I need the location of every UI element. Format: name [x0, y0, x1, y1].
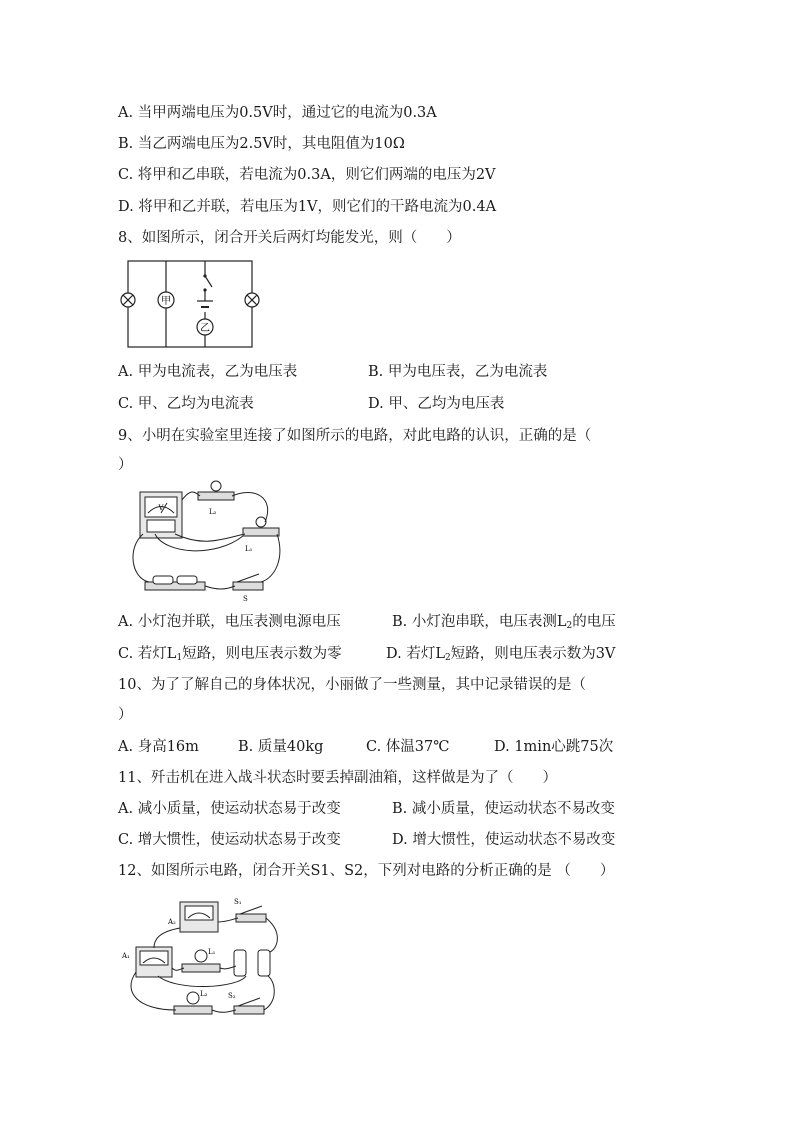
q8-stem: 8、如图所示，闭合开关后两灯均能发光，则（ ）: [118, 230, 461, 246]
q7-option-c: C. 将甲和乙串联，若电流为0.3A，则它们两端的电压为2V: [118, 167, 496, 183]
q8-option-a: A. 甲为电流表，乙为电压表: [118, 364, 298, 380]
q11-stem: 11、歼击机在进入战斗状态时要丢掉副油箱，这样做是为了（ ）: [118, 770, 557, 786]
q9-stem: 9、小明在实验室里连接了如图所示的电路，对此电路的认识，正确的是（: [118, 428, 592, 444]
q8-option-d: D. 甲、乙均为电压表: [368, 396, 505, 412]
q9-lamp-l2-label: L₂: [209, 508, 217, 516]
q12-lamp-l1-label: L₁: [208, 948, 216, 956]
q8-meter-yi-label: 乙: [200, 323, 210, 334]
q10-option-c: C. 体温37℃: [366, 739, 450, 755]
q10-stem-paren: ）: [118, 707, 133, 723]
q8-option-c: C. 甲、乙均为电流表: [118, 396, 254, 412]
q9-voltmeter-label: V: [158, 504, 164, 512]
q8-meter-jia-label: 甲: [161, 296, 171, 307]
q8-option-b: B. 甲为电压表，乙为电流表: [368, 364, 548, 380]
q12-ammeter-a2-label: A₂: [168, 918, 176, 926]
q12-ammeter-a1-label: A₁: [122, 952, 130, 960]
q9-lamp-l1-label: L₁: [245, 545, 253, 553]
q11-option-a: A. 减小质量，使运动状态易于改变: [118, 801, 341, 817]
q7-option-d: D. 将甲和乙并联，若电压为1V，则它们的干路电流为0.4A: [118, 199, 497, 215]
q10-option-b: B. 质量40kg: [238, 739, 324, 755]
q11-option-b: B. 减小质量，使运动状态不易改变: [392, 801, 615, 817]
q12-switch-s2-label: S₂: [228, 992, 236, 1000]
q7-option-b: B. 当乙两端电压为2.5V时，其电阻值为10Ω: [118, 136, 405, 152]
q12-circuit-photo: [118, 892, 283, 1022]
q8-circuit-diagram: [112, 256, 262, 352]
q12-stem: 12、如图所示电路，闭合开关S1、S2，下列对电路的分析正确的是 （ ）: [118, 863, 615, 879]
q10-stem: 10、为了了解自己的身体状况，小丽做了一些测量，其中记录错误的是（: [118, 677, 586, 693]
q9-option-a: A. 小灯泡并联，电压表测电源电压: [118, 614, 341, 630]
q10-option-a: A. 身高16m: [118, 739, 199, 755]
q9-stem-paren: ）: [118, 457, 133, 473]
q9-option-c: C. 若灯$L_1$短路，则电压表示数为零: [118, 646, 342, 663]
q9-option-d: D. 若灯$L_2$短路，则电压表示数为3V: [386, 646, 616, 663]
q9-switch-label: S: [243, 595, 248, 603]
q11-option-d: D. 增大惯性，使运动状态不易改变: [392, 832, 616, 848]
q7-option-a: A. 当甲两端电压为0.5V时，通过它的电流为0.3A: [118, 105, 437, 121]
q9-option-b: B. 小灯泡串联，电压表测$L_2$的电压: [392, 614, 616, 631]
q12-lamp-l2-label: L₂: [200, 990, 208, 998]
q11-option-c: C. 增大惯性，使运动状态易于改变: [118, 832, 341, 848]
q10-option-d: D. 1min心跳75次: [494, 739, 614, 755]
q9-circuit-photo: [125, 478, 285, 604]
q12-switch-s1-label: S₁: [234, 898, 242, 906]
